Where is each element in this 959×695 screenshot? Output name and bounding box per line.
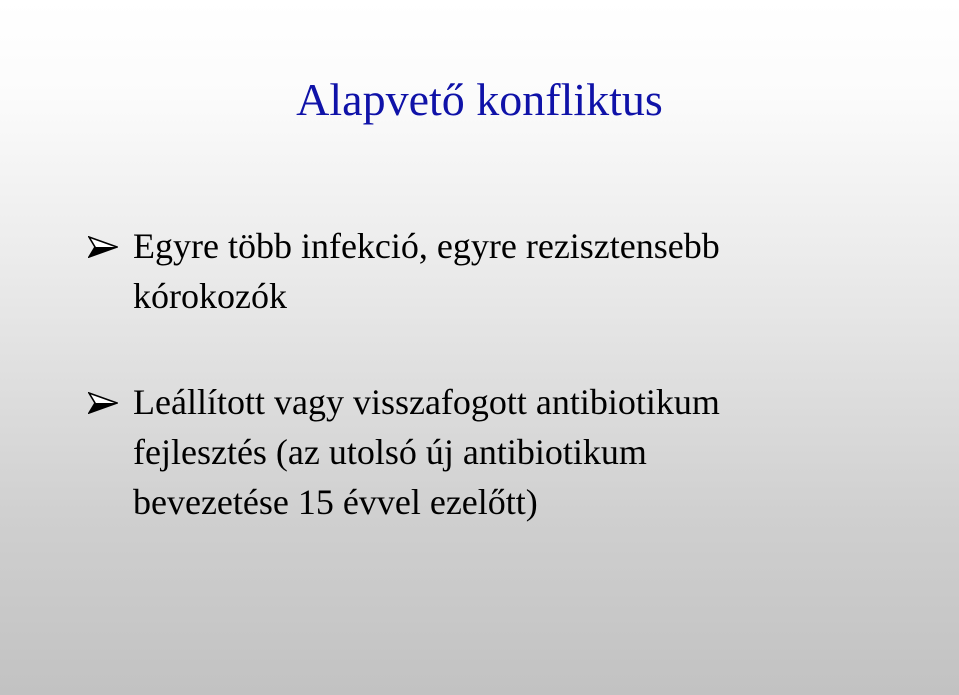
bullet-line: kórokozók: [133, 276, 287, 316]
bullet-item-development: [88, 377, 938, 527]
bullet-line: Leállított vagy visszafogott antibiotikum: [133, 382, 720, 422]
bullet-list: [88, 221, 938, 527]
bullet-line: bevezetése 15 évvel ezelőtt): [133, 482, 538, 522]
bullet-line: Egyre több infekció, egyre rezisztensebb: [133, 226, 720, 266]
arrowhead-bullet-icon: [88, 236, 118, 258]
bullet-item-infections: [88, 221, 938, 321]
slide-title: Alapvető konfliktus: [296, 74, 663, 125]
arrowhead-bullet-icon: [88, 392, 118, 414]
bullet-line: fejlesztés (az utolsó új antibiotikum: [133, 432, 647, 472]
